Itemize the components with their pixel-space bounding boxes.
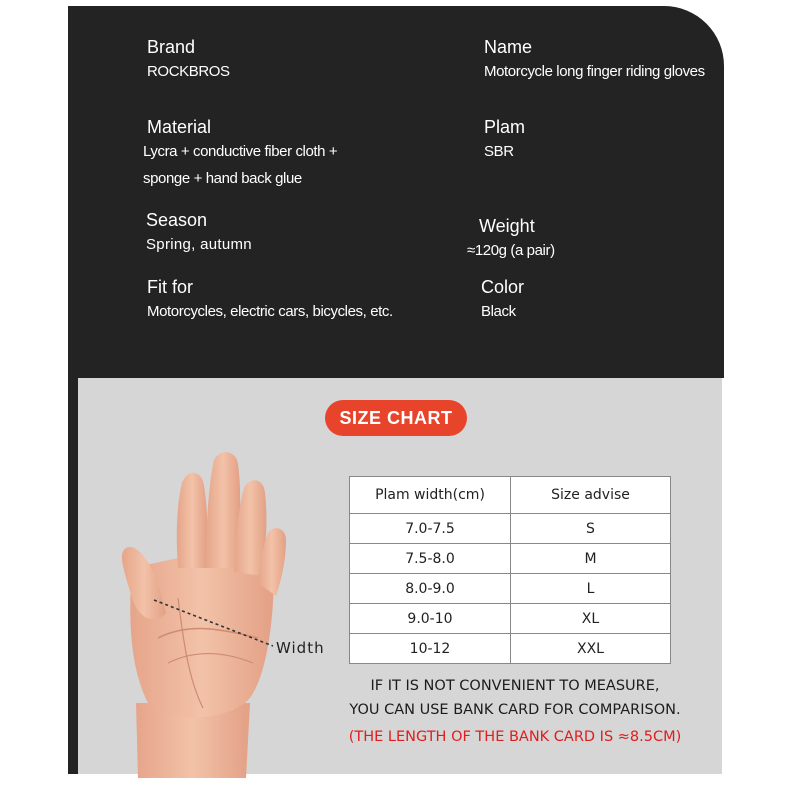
spec-label: Material bbox=[147, 117, 212, 137]
spec-value: ≈120g (a pair) bbox=[467, 242, 555, 259]
spec-brand bbox=[147, 36, 230, 85]
spec-value: Spring, autumn bbox=[146, 236, 252, 253]
spec-plam bbox=[484, 116, 525, 165]
measure-note: IF IT IS NOT CONVENIENT TO MEASURE, bbox=[370, 678, 660, 694]
spec-season bbox=[146, 209, 252, 258]
width-label: Width bbox=[276, 639, 325, 657]
table-row bbox=[350, 514, 671, 544]
bank-card-note: YOU CAN USE BANK CARD FOR COMPARISON. bbox=[349, 702, 681, 718]
table-header: Size advise bbox=[511, 477, 671, 514]
table-cell: S bbox=[511, 514, 671, 544]
table-header-row bbox=[350, 477, 671, 514]
table-cell: M bbox=[511, 544, 671, 574]
spec-value: Black bbox=[481, 303, 516, 320]
hand-illustration-icon bbox=[118, 448, 288, 778]
spec-label: Brand bbox=[147, 37, 196, 57]
spec-material bbox=[143, 116, 338, 192]
size-chart-title: SIZE CHART bbox=[325, 400, 467, 436]
table-cell: XL bbox=[511, 604, 671, 634]
spec-color bbox=[481, 276, 524, 325]
spec-value: Motorcycles, electric cars, bicycles, etc. bbox=[147, 303, 393, 320]
table-header: Plam width(cm) bbox=[350, 477, 511, 514]
table-row bbox=[350, 604, 671, 634]
spec-fit bbox=[147, 276, 393, 325]
panel-edge bbox=[68, 378, 78, 774]
table-cell: L bbox=[511, 574, 671, 604]
spec-label: Season bbox=[146, 210, 208, 230]
spec-value: Lycra + conductive fiber cloth + bbox=[143, 143, 338, 160]
spec-value: SBR bbox=[484, 143, 514, 160]
spec-label: Weight bbox=[479, 216, 535, 236]
bank-card-length-note: (THE LENGTH OF THE BANK CARD IS ≈8.5CM) bbox=[348, 729, 682, 745]
spec-label: Color bbox=[481, 277, 525, 297]
table-cell: 8.0-9.0 bbox=[350, 574, 511, 604]
spec-label: Name bbox=[484, 37, 533, 57]
table-cell: XXL bbox=[511, 634, 671, 664]
spec-value: Motorcycle long finger riding gloves bbox=[484, 63, 705, 80]
table-cell: 7.5-8.0 bbox=[350, 544, 511, 574]
size-table bbox=[349, 476, 671, 664]
table-cell: 7.0-7.5 bbox=[350, 514, 511, 544]
table-cell: 10-12 bbox=[350, 634, 511, 664]
table-row bbox=[350, 634, 671, 664]
table-cell: 9.0-10 bbox=[350, 604, 511, 634]
spec-name bbox=[484, 36, 705, 85]
spec-label: Plam bbox=[484, 117, 526, 137]
spec-value: ROCKBROS bbox=[147, 63, 230, 80]
table-row bbox=[350, 574, 671, 604]
table-row bbox=[350, 544, 671, 574]
spec-value: sponge + hand back glue bbox=[143, 170, 302, 187]
spec-weight bbox=[467, 215, 555, 264]
spec-label: Fit for bbox=[147, 277, 194, 297]
